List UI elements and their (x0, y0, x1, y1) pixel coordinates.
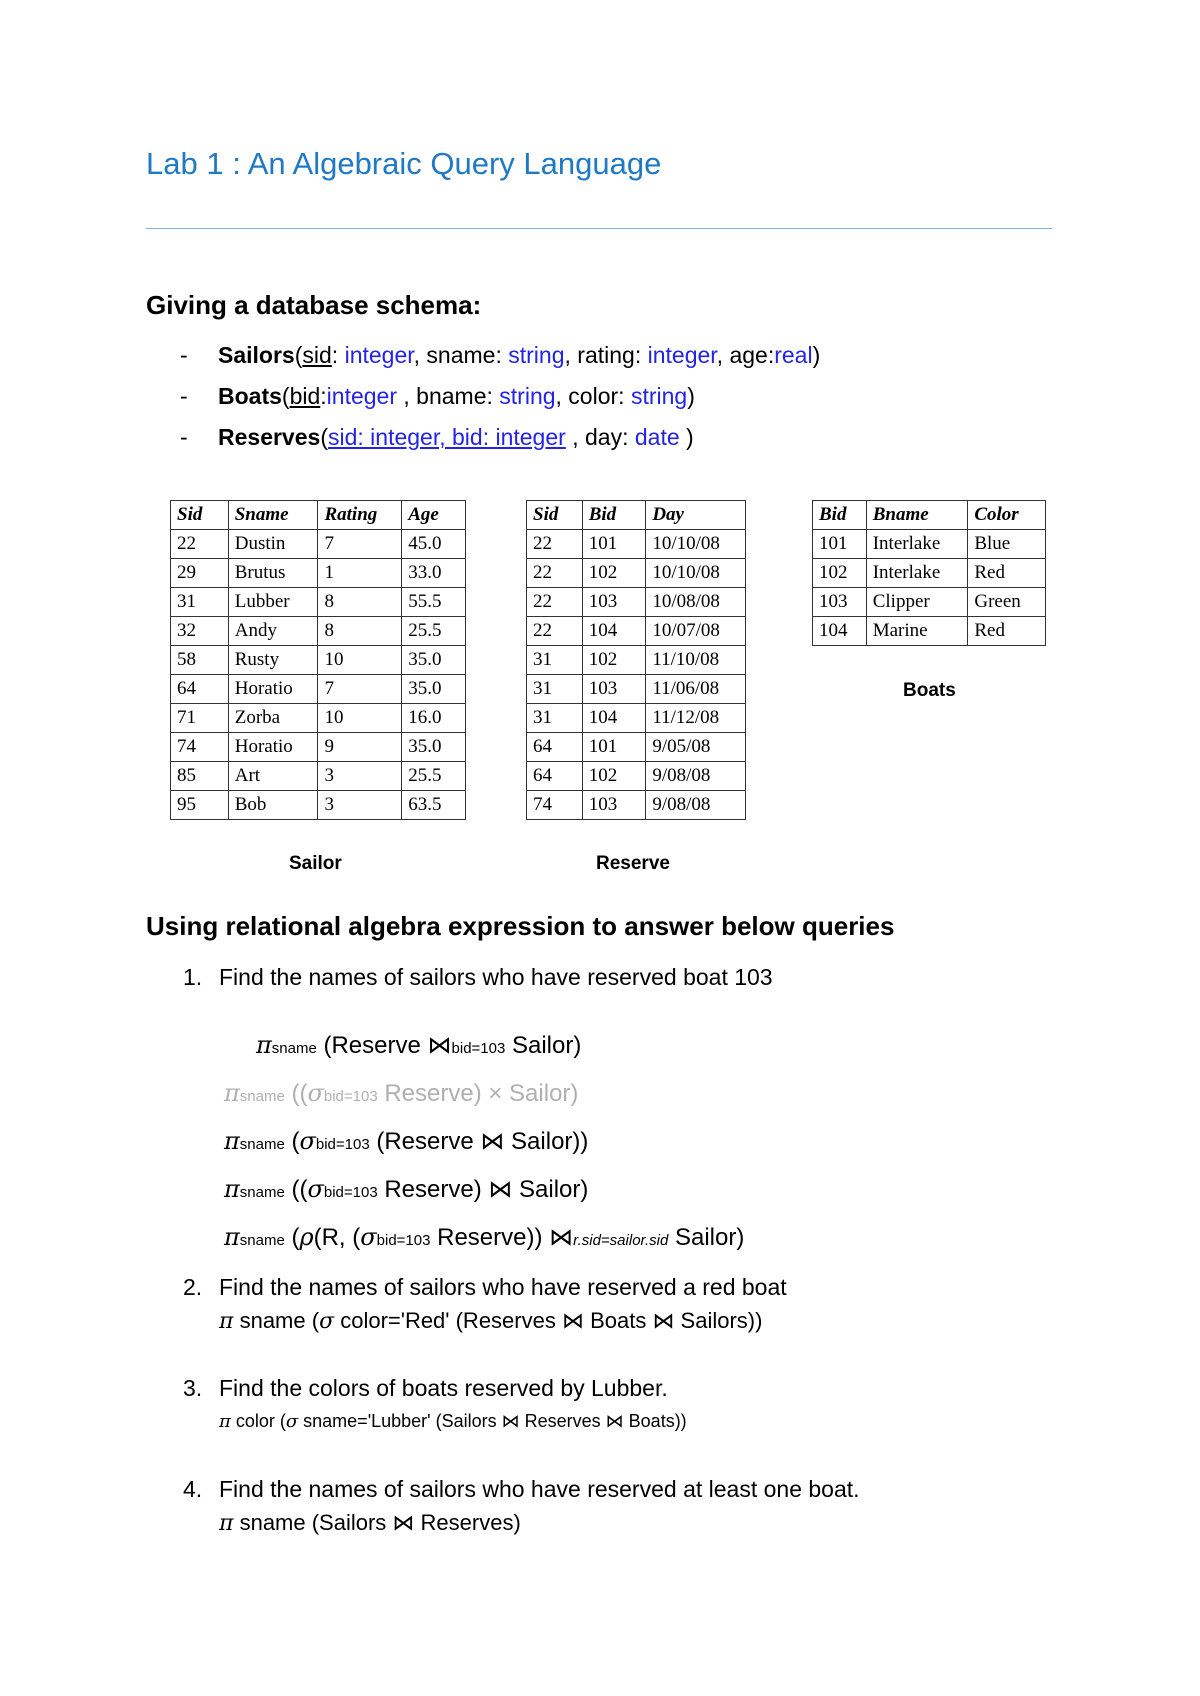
table-cell: 85 (171, 762, 229, 791)
table-row (171, 791, 466, 820)
table-cell: Horatio (228, 733, 318, 762)
table-row (527, 530, 746, 559)
table-cell: 55.5 (402, 588, 466, 617)
pi-symbol: π (224, 1127, 240, 1155)
table-row (527, 646, 746, 675)
table-cell: 103 (813, 588, 867, 617)
table-cell: Red (968, 559, 1046, 588)
key-attribute: sid: integer, bid: integer (327, 424, 566, 450)
join-symbol: ⋈ (427, 1032, 452, 1059)
table-row (527, 762, 746, 791)
table-cell: Art (228, 762, 318, 791)
boats-caption: Boats (903, 680, 956, 701)
relation-name: Sailors (218, 342, 295, 368)
table-cell: 31 (527, 704, 583, 733)
table-row (813, 559, 1046, 588)
table-cell: Rusty (228, 646, 318, 675)
expression-5: πsname (ρ(R, (σbid=103 Reserve)) ⋈r.sid=sailor.sid Sailor) (224, 1223, 745, 1251)
query-1: 1. Find the names of sailors who have reserved boat 103 (183, 964, 773, 990)
answer-2: π sname (σ color='Red' (Reserves ⋈ Boats ⋈ Sailors)) (219, 1308, 763, 1334)
sigma-symbol: σ (307, 1175, 324, 1203)
table-cell: 102 (813, 559, 867, 588)
relation-name: Boats (218, 383, 282, 409)
table-cell: Green (968, 588, 1046, 617)
answer-4: π sname (Sailors ⋈ Reserves) (219, 1510, 521, 1536)
table-cell: Dustin (228, 530, 318, 559)
join-symbol: ⋈ (549, 1224, 574, 1251)
query-4: 4. Find the names of sailors who have reserved at least one boat. (183, 1476, 860, 1502)
table-cell: 22 (527, 588, 583, 617)
sigma-symbol: σ (299, 1127, 316, 1155)
table-row (813, 588, 1046, 617)
table-cell: 103 (582, 791, 646, 820)
table-row (171, 588, 466, 617)
table-row (813, 530, 1046, 559)
pi-symbol: π (219, 1411, 231, 1432)
key-attribute: sid (302, 342, 332, 368)
table-cell: 101 (582, 530, 646, 559)
query-3: 3. Find the colors of boats reserved by Lubber. (183, 1375, 668, 1401)
table-cell: 22 (527, 559, 583, 588)
table-row (171, 733, 466, 762)
table-cell: 7 (318, 675, 402, 704)
table-cell: 102 (582, 559, 646, 588)
table-cell: 1 (318, 559, 402, 588)
table-cell: 74 (527, 791, 583, 820)
schema-sailors: - Sailors(sid: integer, sname: string, rating: integer, age:real) (180, 342, 821, 368)
title-divider (146, 228, 1052, 229)
column-header: Sid (171, 501, 229, 530)
table-cell: 10/08/08 (646, 588, 746, 617)
column-header: Bid (582, 501, 646, 530)
table-cell: 31 (527, 675, 583, 704)
table-cell: 35.0 (402, 646, 466, 675)
sigma-symbol: σ (307, 1079, 324, 1107)
table-cell: Zorba (228, 704, 318, 733)
table-cell: 35.0 (402, 733, 466, 762)
pi-symbol: π (219, 1309, 234, 1334)
sailor-caption: Sailor (289, 853, 342, 874)
table-header-row (527, 501, 746, 530)
table-cell: 8 (318, 617, 402, 646)
table-cell: 45.0 (402, 530, 466, 559)
table-cell: 9 (318, 733, 402, 762)
table-cell: Andy (228, 617, 318, 646)
table-cell: 3 (318, 762, 402, 791)
table-row (527, 704, 746, 733)
table-cell: 33.0 (402, 559, 466, 588)
table-cell: 11/12/08 (646, 704, 746, 733)
table-cell: 103 (582, 588, 646, 617)
expression-3: πsname (σbid=103 (Reserve ⋈ Sailor)) (224, 1127, 589, 1155)
page-title: Lab 1 : An Algebraic Query Language (146, 146, 662, 181)
table-header-row (813, 501, 1046, 530)
table-row (171, 675, 466, 704)
table-cell: 7 (318, 530, 402, 559)
table-row (171, 559, 466, 588)
table-cell: Marine (866, 617, 968, 646)
table-cell: 29 (171, 559, 229, 588)
pi-symbol: π (224, 1223, 240, 1251)
table-cell: Clipper (866, 588, 968, 617)
column-header: Rating (318, 501, 402, 530)
table-cell: 9/08/08 (646, 762, 746, 791)
table-row (813, 617, 1046, 646)
table-cell: Interlake (866, 559, 968, 588)
table-cell: Lubber (228, 588, 318, 617)
expression-1: πsname (Reserve ⋈bid=103 Sailor) (256, 1031, 582, 1059)
table-cell: Blue (968, 530, 1046, 559)
relation-name: Reserves (218, 424, 321, 450)
pi-symbol: π (224, 1175, 240, 1203)
table-cell: 35.0 (402, 675, 466, 704)
table-cell: 103 (582, 675, 646, 704)
table-cell: 104 (813, 617, 867, 646)
table-cell: 31 (527, 646, 583, 675)
table-cell: Brutus (228, 559, 318, 588)
table-row (171, 617, 466, 646)
table-cell: 3 (318, 791, 402, 820)
schema-heading: Giving a database schema: (146, 290, 482, 320)
sigma-symbol: σ (360, 1223, 377, 1251)
table-cell: 10 (318, 646, 402, 675)
reserve-table (526, 500, 746, 820)
key-attribute: bid (289, 383, 321, 409)
table-cell: Horatio (228, 675, 318, 704)
table-cell: 8 (318, 588, 402, 617)
table-row (527, 559, 746, 588)
reserve-caption: Reserve (596, 853, 670, 874)
table-cell: 11/06/08 (646, 675, 746, 704)
table-cell: 22 (527, 530, 583, 559)
schema-boats: - Boats(bid:integer , bname: string, color: string) (180, 383, 695, 409)
answer-3: π color (σ sname='Lubber' (Sailors ⋈ Reserves ⋈ Boats)) (219, 1411, 687, 1432)
table-cell: 101 (582, 733, 646, 762)
pi-symbol: π (256, 1031, 272, 1059)
table-cell: 10 (318, 704, 402, 733)
sigma-symbol: σ (319, 1309, 335, 1334)
table-row (171, 646, 466, 675)
table-header-row (171, 501, 466, 530)
column-header: Bid (813, 501, 867, 530)
table-cell: 9/05/08 (646, 733, 746, 762)
expression-2: πsname ((σbid=103 Reserve) × Sailor) (224, 1079, 579, 1107)
table-row (527, 675, 746, 704)
table-cell: 104 (582, 617, 646, 646)
table-row (171, 704, 466, 733)
schema-reserves: - Reserves(sid: integer, bid: integer , day: date ) (180, 424, 694, 450)
pi-symbol: π (224, 1079, 240, 1107)
table-cell: Interlake (866, 530, 968, 559)
table-row (527, 791, 746, 820)
table-row (527, 617, 746, 646)
table-cell: 64 (527, 762, 583, 791)
boats-table (812, 500, 1046, 646)
table-cell: Bob (228, 791, 318, 820)
table-cell: 64 (527, 733, 583, 762)
table-cell: 22 (527, 617, 583, 646)
column-header: Day (646, 501, 746, 530)
table-cell: 32 (171, 617, 229, 646)
table-cell: 95 (171, 791, 229, 820)
table-row (527, 588, 746, 617)
queries-heading: Using relational algebra expression to answer below queries (146, 911, 895, 941)
table-cell: 71 (171, 704, 229, 733)
rho-symbol: ρ (299, 1223, 314, 1251)
table-cell: 9/08/08 (646, 791, 746, 820)
table-cell: 74 (171, 733, 229, 762)
table-cell: 102 (582, 646, 646, 675)
table-row (527, 733, 746, 762)
table-cell: 101 (813, 530, 867, 559)
table-row (171, 762, 466, 791)
table-cell: 10/10/08 (646, 559, 746, 588)
column-header: Sname (228, 501, 318, 530)
sailor-table (170, 500, 466, 820)
column-header: Bname (866, 501, 968, 530)
column-header: Color (968, 501, 1046, 530)
table-cell: 11/10/08 (646, 646, 746, 675)
table-cell: 10/10/08 (646, 530, 746, 559)
column-header: Age (402, 501, 466, 530)
pi-symbol: π (219, 1511, 234, 1536)
query-2: 2. Find the names of sailors who have reserved a red boat (183, 1274, 787, 1300)
table-cell: 64 (171, 675, 229, 704)
table-cell: 25.5 (402, 762, 466, 791)
column-header: Sid (527, 501, 583, 530)
table-cell: 58 (171, 646, 229, 675)
sigma-symbol: σ (285, 1411, 299, 1432)
table-cell: 31 (171, 588, 229, 617)
table-cell: Red (968, 617, 1046, 646)
table-row (171, 530, 466, 559)
table-cell: 63.5 (402, 791, 466, 820)
table-cell: 25.5 (402, 617, 466, 646)
table-cell: 22 (171, 530, 229, 559)
table-cell: 104 (582, 704, 646, 733)
table-cell: 10/07/08 (646, 617, 746, 646)
table-cell: 102 (582, 762, 646, 791)
expression-4: πsname ((σbid=103 Reserve) ⋈ Sailor) (224, 1175, 589, 1203)
table-cell: 16.0 (402, 704, 466, 733)
